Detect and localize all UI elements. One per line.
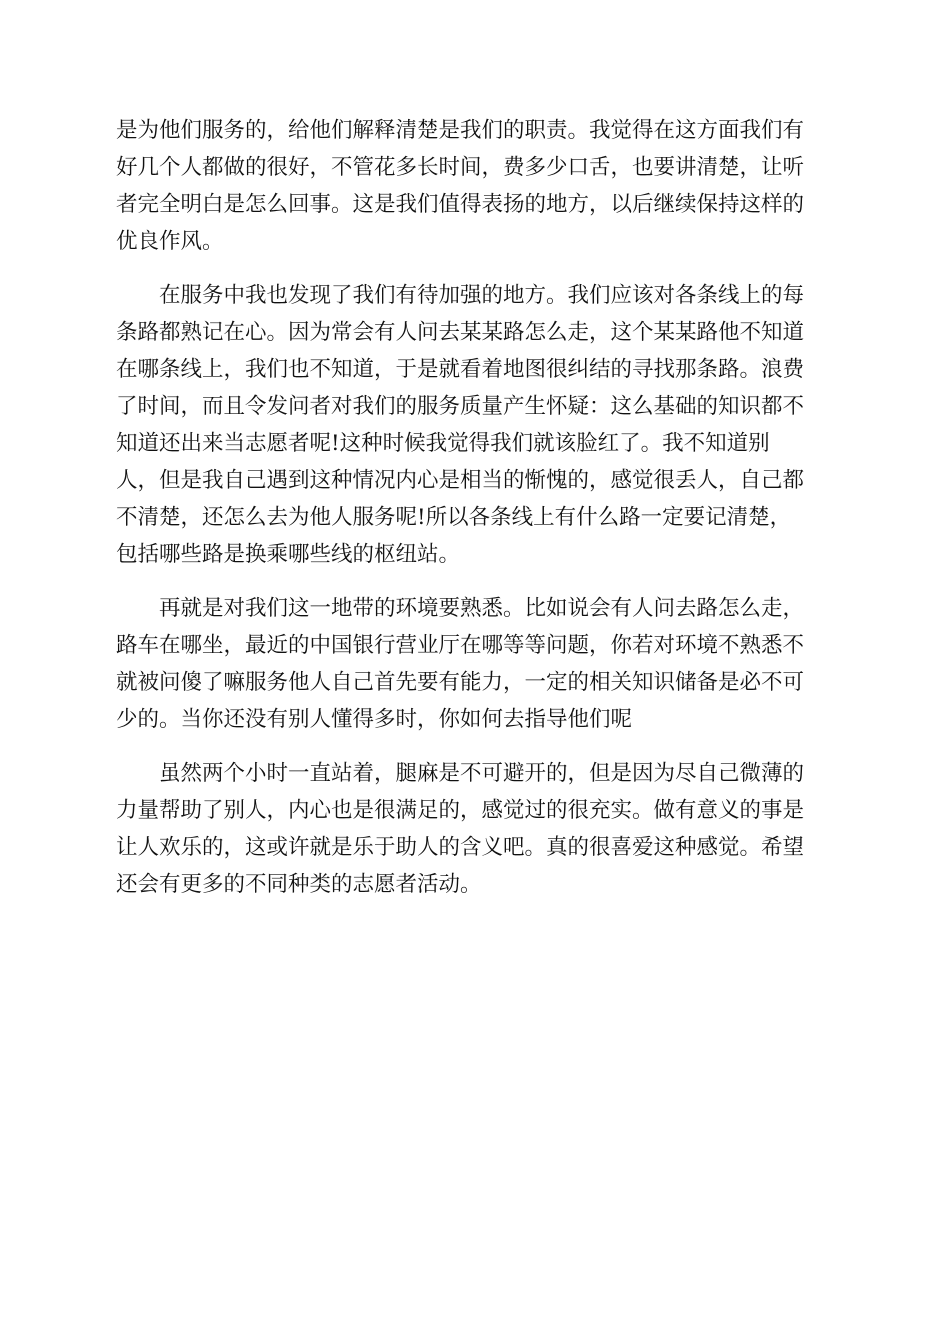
text-line: 好几个人都做的很好，不管花多长时间，费多少口舌，也要讲清楚，让听 bbox=[116, 155, 805, 180]
text-line: 人，但是我自己遇到这种情况内心是相当的惭愧的，感觉很丢人，自己都 bbox=[116, 468, 805, 493]
text-line: 少的。当你还没有别人懂得多时，你如何去指导他们呢 bbox=[116, 707, 633, 732]
text-line: 虽然两个小时一直站着，腿麻是不可避开的，但是因为尽自己微薄的 bbox=[159, 761, 805, 786]
text-line: 就被问傻了嘛服务他人自己首先要有能力，一定的相关知识储备是必不可 bbox=[116, 670, 805, 695]
paragraph-1 bbox=[116, 112, 836, 260]
text-line: 者完全明白是怎么回事。这是我们值得表扬的地方，以后继续保持这样的 bbox=[116, 192, 805, 217]
text-line: 在服务中我也发现了我们有待加强的地方。我们应该对各条线上的每 bbox=[159, 283, 805, 308]
text-line: 让人欢乐的，这或许就是乐于助人的含义吧。真的很喜爱这种感觉。希望 bbox=[116, 835, 805, 860]
text-line: 是为他们服务的，给他们解释清楚是我们的职责。我觉得在这方面我们有 bbox=[116, 118, 805, 143]
text-line: 力量帮助了别人，内心也是很满足的，感觉过的很充实。做有意义的事是 bbox=[116, 798, 805, 823]
text-line: 路车在哪坐，最近的中国银行营业厅在哪等等问题，你若对环境不熟悉不 bbox=[116, 633, 805, 658]
text-line: 条路都熟记在心。因为常会有人问去某某路怎么走，这个某某路他不知道 bbox=[116, 320, 805, 345]
text-line: 在哪条线上，我们也不知道，于是就看着地图很纠结的寻找那条路。浪费 bbox=[116, 357, 805, 382]
document-body bbox=[116, 112, 836, 903]
paragraph-4 bbox=[116, 755, 836, 903]
text-line: 知道还出来当志愿者呢!这种时候我觉得我们就该脸红了。我不知道别 bbox=[116, 431, 770, 456]
text-line: 包括哪些路是换乘哪些线的枢纽站。 bbox=[116, 542, 461, 567]
text-line: 还会有更多的不同种类的志愿者活动。 bbox=[116, 872, 482, 897]
text-line: 了时间，而且令发问者对我们的服务质量产生怀疑：这么基础的知识都不 bbox=[116, 394, 805, 419]
text-line: 优良作风。 bbox=[116, 229, 224, 254]
paragraph-3 bbox=[116, 590, 836, 738]
text-line: 不清楚，还怎么去为他人服务呢!所以各条线上有什么路一定要记清楚， bbox=[116, 505, 792, 530]
text-line: 再就是对我们这一地带的环境要熟悉。比如说会有人问去路怎么走， bbox=[159, 596, 805, 621]
paragraph-2 bbox=[116, 277, 836, 573]
